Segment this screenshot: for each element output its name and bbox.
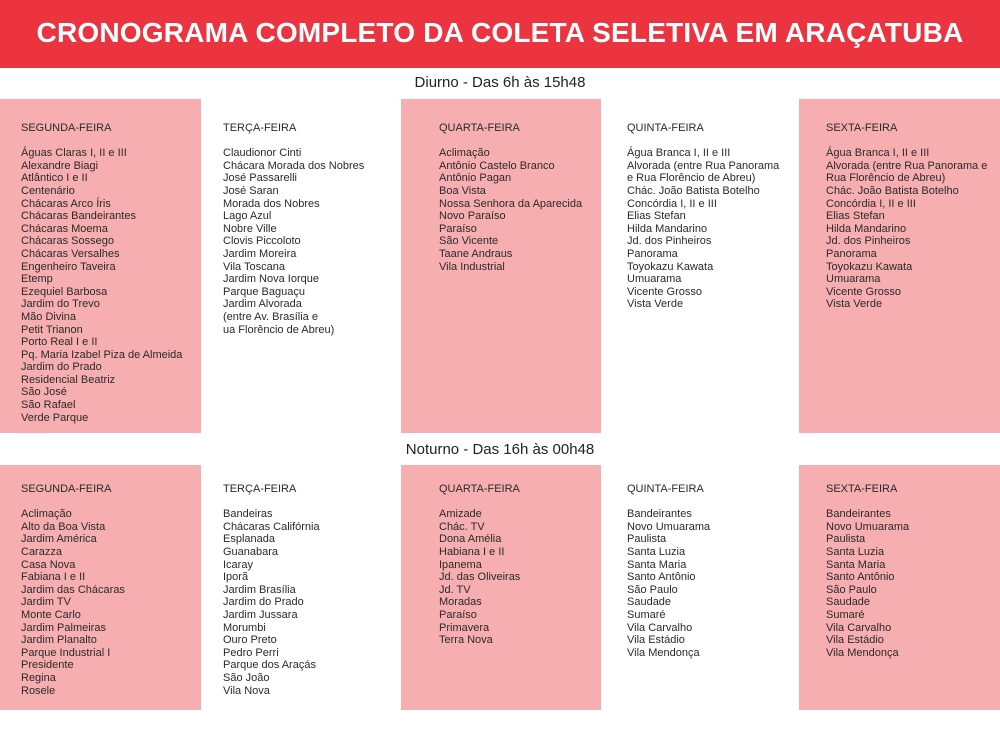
neighborhood-item: Rosele bbox=[21, 684, 56, 697]
neighborhood-item: Jardim Alvorada bbox=[223, 298, 302, 311]
day-label: QUARTA-FEIRA bbox=[439, 483, 520, 495]
neighborhood-item: Taane Andraus bbox=[439, 247, 513, 260]
neighborhood-item: Jardim Palmeiras bbox=[21, 621, 106, 634]
neighborhood-item: Lago Azul bbox=[223, 210, 272, 223]
neighborhood-item: Jardim Moreira bbox=[223, 247, 297, 260]
day-label: TERÇA-FEIRA bbox=[223, 483, 297, 495]
day-label: TERÇA-FEIRA bbox=[223, 122, 297, 134]
day-label: SEXTA-FEIRA bbox=[826, 483, 898, 495]
neighborhood-item: Vila Estádio bbox=[826, 634, 884, 647]
neighborhood-list bbox=[223, 147, 401, 336]
neighborhood-item: Bandeiras bbox=[223, 508, 273, 521]
neighborhood-item: Sumaré bbox=[826, 608, 865, 621]
neighborhood-item: Jardim América bbox=[21, 533, 97, 546]
neighborhood-item: Chácaras Sossego bbox=[21, 235, 114, 248]
neighborhood-item: Parque dos Araçás bbox=[223, 659, 316, 672]
night-monday-column bbox=[0, 465, 201, 710]
neighborhood-item: Presidente bbox=[21, 659, 74, 672]
neighborhood-item: Aclimação bbox=[439, 147, 490, 160]
neighborhood-item: Santa Maria bbox=[627, 558, 687, 571]
neighborhood-item: Pedro Perri bbox=[223, 646, 279, 659]
neighborhood-list bbox=[21, 508, 201, 697]
night-tuesday-column bbox=[201, 465, 401, 710]
neighborhood-item: Vila Industrial bbox=[439, 260, 505, 273]
neighborhood-item: Vila Toscana bbox=[223, 260, 285, 273]
day-label: SEGUNDA-FEIRA bbox=[21, 483, 112, 495]
day-wednesday-column bbox=[401, 99, 601, 433]
neighborhood-item: Vila Mendonça bbox=[627, 646, 700, 659]
neighborhood-item: Boa Vista bbox=[439, 184, 486, 197]
neighborhood-item: Jardim do Trevo bbox=[21, 298, 100, 311]
neighborhood-item: Jardim Nova Iorque bbox=[223, 273, 319, 286]
neighborhood-item: Chácaras Bandeirantes bbox=[21, 210, 136, 223]
neighborhood-list bbox=[826, 147, 1000, 311]
neighborhood-item: Morada dos Nobres bbox=[223, 197, 320, 210]
neighborhood-item: Santo Antônio bbox=[826, 571, 895, 584]
neighborhood-item: Habiana I e II bbox=[439, 545, 505, 558]
neighborhood-item: Sumaré bbox=[627, 608, 666, 621]
neighborhood-item: Primavera bbox=[439, 621, 490, 634]
neighborhood-item: Ezequiel Barbosa bbox=[21, 285, 108, 298]
neighborhood-item: Vista Verde bbox=[826, 298, 883, 311]
neighborhood-item: Engenheiro Taveira bbox=[21, 260, 116, 273]
neighborhood-item: Umuarama bbox=[826, 273, 881, 286]
neighborhood-item: Toyokazu Kawata bbox=[627, 260, 714, 273]
neighborhood-item: Aclimação bbox=[21, 508, 72, 521]
neighborhood-item: Novo Paraíso bbox=[439, 210, 506, 223]
day-thursday-column bbox=[601, 99, 799, 433]
neighborhood-item: Casa Nova bbox=[21, 558, 76, 571]
neighborhood-item: Ipanema bbox=[439, 558, 482, 571]
neighborhood-item: José Passarelli bbox=[223, 172, 297, 185]
neighborhood-item: Atlântico I e II bbox=[21, 172, 88, 185]
neighborhood-list bbox=[439, 508, 601, 647]
neighborhood-item: Antônio Castelo Branco bbox=[439, 159, 555, 172]
neighborhood-item: Água Branca I, II e III bbox=[826, 147, 930, 160]
neighborhood-list bbox=[223, 508, 401, 697]
neighborhood-item: Saudade bbox=[627, 596, 672, 609]
neighborhood-item: Vila Carvalho bbox=[826, 621, 892, 634]
neighborhood-item: Novo Umuarama bbox=[627, 520, 711, 533]
neighborhood-item: Alto da Boa Vista bbox=[21, 520, 106, 533]
neighborhood-item: Concórdia I, II e III bbox=[627, 197, 717, 210]
neighborhood-item: Chác. TV bbox=[439, 520, 485, 533]
neighborhood-item: Regina bbox=[21, 671, 56, 684]
neighborhood-item: São Vicente bbox=[439, 235, 499, 248]
neighborhood-item: Jardim do Prado bbox=[21, 361, 102, 374]
neighborhood-item: (entre Av. Brasília e bbox=[223, 310, 318, 323]
neighborhood-item: São João bbox=[223, 671, 270, 684]
neighborhood-item: São Paulo bbox=[826, 583, 877, 596]
neighborhood-item: Vila Estádio bbox=[627, 634, 685, 647]
neighborhood-item: Paulista bbox=[826, 533, 866, 546]
neighborhood-item: Ouro Preto bbox=[223, 634, 277, 647]
night-friday-column bbox=[799, 465, 1000, 710]
neighborhood-item: Petit Trianon bbox=[21, 323, 83, 336]
neighborhood-item: Novo Umuarama bbox=[826, 520, 910, 533]
neighborhood-item: Paulista bbox=[627, 533, 667, 546]
neighborhood-list bbox=[627, 508, 799, 659]
day-monday-column bbox=[0, 99, 201, 433]
neighborhood-item: Santa Maria bbox=[826, 558, 886, 571]
neighborhood-item: Panorama bbox=[826, 247, 877, 260]
neighborhood-item: Concórdia I, II e III bbox=[826, 197, 916, 210]
neighborhood-item: São José bbox=[21, 386, 67, 399]
neighborhood-item: Paraíso bbox=[439, 222, 477, 235]
neighborhood-item: Alvorada (entre Rua Panorama bbox=[627, 159, 780, 172]
neighborhood-item: Mão Divina bbox=[21, 310, 77, 323]
neighborhood-item: Jardim TV bbox=[21, 596, 71, 609]
neighborhood-item: Nossa Senhora da Aparecida bbox=[439, 197, 583, 210]
day-shift-heading: Diurno - Das 6h às 15h48 bbox=[414, 74, 586, 91]
neighborhood-item: Panorama bbox=[627, 247, 678, 260]
neighborhood-item: Jardim Brasília bbox=[223, 583, 296, 596]
neighborhood-item: e Rua Florêncio de Abreu) bbox=[627, 172, 756, 185]
neighborhood-item: Vicente Grosso bbox=[826, 285, 902, 298]
neighborhood-item: Jd. dos Pinheiros bbox=[826, 235, 911, 248]
neighborhood-item: São Rafael bbox=[21, 399, 76, 412]
neighborhood-item: José Saran bbox=[223, 184, 279, 197]
neighborhood-item: Alvorada (entre Rua Panorama e bbox=[826, 159, 988, 172]
neighborhood-item: Jardim do Prado bbox=[223, 596, 304, 609]
day-label: QUINTA-FEIRA bbox=[627, 122, 704, 134]
night-wednesday-column bbox=[401, 465, 601, 710]
neighborhood-item: Vila Mendonça bbox=[826, 646, 899, 659]
neighborhood-item: Terra Nova bbox=[439, 634, 493, 647]
day-friday-column bbox=[799, 99, 1000, 433]
day-tuesday-column bbox=[201, 99, 401, 433]
neighborhood-item: Residencial Beatriz bbox=[21, 373, 116, 386]
neighborhood-list bbox=[21, 147, 201, 424]
neighborhood-item: Hilda Mandarino bbox=[627, 222, 708, 235]
neighborhood-item: Clovis Piccoloto bbox=[223, 235, 301, 248]
neighborhood-item: Morumbi bbox=[223, 621, 266, 634]
neighborhood-item: Jd. dos Pinheiros bbox=[627, 235, 712, 248]
neighborhood-item: Chác. João Batista Botelho bbox=[627, 184, 760, 197]
neighborhood-item: Saudade bbox=[826, 596, 871, 609]
neighborhood-item: Elias Stefan bbox=[627, 210, 686, 223]
neighborhood-list bbox=[439, 147, 601, 273]
neighborhood-list bbox=[826, 508, 1000, 659]
neighborhood-item: Esplanada bbox=[223, 533, 275, 546]
neighborhood-item: Paraíso bbox=[439, 608, 477, 621]
neighborhood-item: Vila Nova bbox=[223, 684, 270, 697]
neighborhood-item: Chácaras Versalhes bbox=[21, 247, 120, 260]
neighborhood-item: Chácara Morada dos Nobres bbox=[223, 159, 365, 172]
neighborhood-item: Vicente Grosso bbox=[627, 285, 703, 298]
neighborhood-item: Águas Claras I, II e III bbox=[21, 147, 127, 160]
neighborhood-item: Jardim das Chácaras bbox=[21, 583, 125, 596]
neighborhood-item: Iporã bbox=[223, 571, 249, 584]
neighborhood-item: Rua Florêncio de Abreu) bbox=[826, 172, 946, 185]
neighborhood-item: Vila Carvalho bbox=[627, 621, 693, 634]
neighborhood-item: Centenário bbox=[21, 184, 75, 197]
neighborhood-item: Chác. João Batista Botelho bbox=[826, 184, 959, 197]
night-shift-heading: Noturno - Das 16h às 00h48 bbox=[405, 441, 595, 458]
neighborhood-item: Toyokazu Kawata bbox=[826, 260, 913, 273]
neighborhood-item: Santa Luzia bbox=[627, 545, 686, 558]
neighborhood-item: Jardim Jussara bbox=[223, 608, 298, 621]
neighborhood-item: Bandeirantes bbox=[826, 508, 891, 521]
day-label: QUINTA-FEIRA bbox=[627, 483, 704, 495]
neighborhood-item: Chácaras Moema bbox=[21, 222, 108, 235]
neighborhood-item: Santa Luzia bbox=[826, 545, 885, 558]
neighborhood-item: Alexandre Biagi bbox=[21, 159, 99, 172]
neighborhood-item: Pq. Maria Izabel Piza de Almeida bbox=[21, 348, 183, 361]
neighborhood-item: Hilda Mandarino bbox=[826, 222, 907, 235]
neighborhood-item: Antônio Pagan bbox=[439, 172, 512, 185]
neighborhood-item: Monte Carlo bbox=[21, 608, 81, 621]
neighborhood-list bbox=[627, 147, 799, 311]
neighborhood-item: Guanabara bbox=[223, 545, 279, 558]
neighborhood-item: Verde Parque bbox=[21, 411, 89, 424]
neighborhood-item: ua Florêncio de Abreu) bbox=[223, 323, 335, 336]
neighborhood-item: Jardim Planalto bbox=[21, 634, 97, 647]
neighborhood-item: Parque Baguaçu bbox=[223, 285, 305, 298]
neighborhood-item: Nobre Ville bbox=[223, 222, 277, 235]
neighborhood-item: Umuarama bbox=[627, 273, 682, 286]
neighborhood-item: Fabiana I e II bbox=[21, 571, 86, 584]
page-title: CRONOGRAMA COMPLETO DA COLETA SELETIVA EM ARAÇATUBA bbox=[36, 17, 964, 48]
neighborhood-item: Icaray bbox=[223, 558, 253, 571]
neighborhood-item: Água Branca I, II e III bbox=[627, 147, 731, 160]
neighborhood-item: Moradas bbox=[439, 596, 482, 609]
day-label: SEXTA-FEIRA bbox=[826, 122, 898, 134]
neighborhood-item: Jd. das Oliveiras bbox=[439, 571, 521, 584]
neighborhood-item: Jd. TV bbox=[439, 583, 471, 596]
neighborhood-item: Bandeirantes bbox=[627, 508, 692, 521]
day-label: SEGUNDA-FEIRA bbox=[21, 122, 112, 134]
night-thursday-column bbox=[601, 465, 799, 710]
neighborhood-item: Porto Real I e II bbox=[21, 336, 98, 349]
neighborhood-item: Elias Stefan bbox=[826, 210, 885, 223]
neighborhood-item: Chácaras Arco Íris bbox=[21, 197, 111, 210]
neighborhood-item: Parque Industrial I bbox=[21, 646, 111, 659]
neighborhood-item: Carazza bbox=[21, 545, 62, 558]
title-banner bbox=[0, 0, 1000, 68]
neighborhood-item: Claudionor Cinti bbox=[223, 147, 302, 160]
day-label: QUARTA-FEIRA bbox=[439, 122, 520, 134]
neighborhood-item: Chácaras Califórnia bbox=[223, 520, 320, 533]
neighborhood-item: Dona Amélia bbox=[439, 533, 502, 546]
neighborhood-item: Vista Verde bbox=[627, 298, 684, 311]
neighborhood-item: Amizade bbox=[439, 508, 482, 521]
neighborhood-item: Santo Antônio bbox=[627, 571, 696, 584]
neighborhood-item: Etemp bbox=[21, 273, 53, 286]
neighborhood-item: São Paulo bbox=[627, 583, 678, 596]
